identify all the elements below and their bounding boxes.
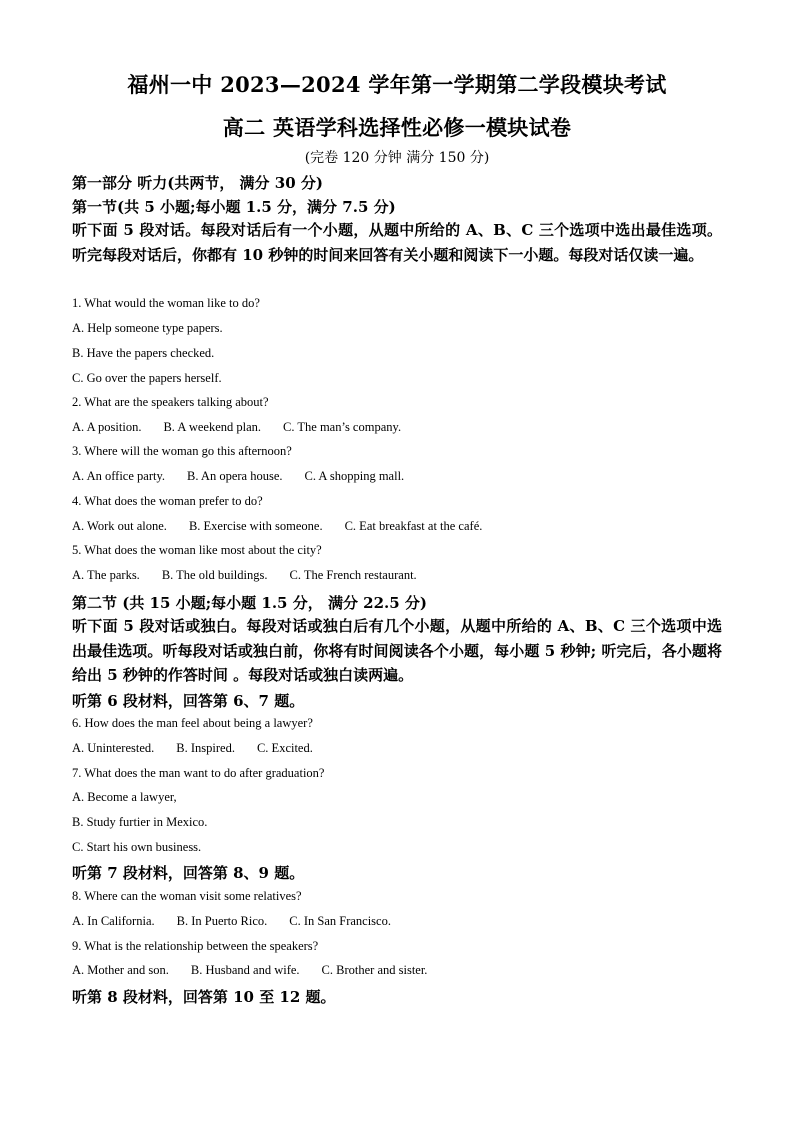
question-5-option-a: A. The parks. <box>72 568 140 582</box>
material-8-heading: 听第 8 段材料，回答第 10 至 12 题。 <box>72 988 336 1006</box>
question-2-option-b: B. A weekend plan. <box>163 420 262 434</box>
question-2-options <box>72 420 722 435</box>
question-6-option-a: A. Uninterested. <box>72 741 155 755</box>
question-3-option-c: C. A shopping mall. <box>304 469 405 483</box>
question-9-options <box>72 963 722 978</box>
question-4-stem: 4. What does the woman prefer to do? <box>72 494 263 508</box>
question-5-stem: 5. What does the woman like most about the city? <box>72 543 322 557</box>
exam-subject-title: 高二 英语学科选择性必修一模块试卷 <box>222 115 572 140</box>
question-3-option-a: A. An office party. <box>72 469 166 483</box>
question-7-option-a: A. Become a lawyer, <box>72 790 177 804</box>
section2-heading: 第二节 (共 15 小题;每小题 1.5 分， 满分 22.5 分) <box>72 594 428 612</box>
question-1-option-a: A. Help someone type papers. <box>72 321 223 335</box>
section1-heading: 第一节(共 5 小题;每小题 1.5 分，满分 7.5 分) <box>72 198 396 216</box>
question-1-option-b: B. Have the papers checked. <box>72 346 215 360</box>
question-5-option-c: C. The French restaurant. <box>289 568 417 582</box>
question-4-options <box>72 519 722 534</box>
question-4-option-a: A. Work out alone. <box>72 519 167 533</box>
question-3-option-b: B. An opera house. <box>187 469 283 483</box>
question-9-option-c: C. Brother and sister. <box>321 963 428 977</box>
question-3-options <box>72 469 722 484</box>
material-6-heading: 听第 6 段材料，回答第 6、7 题。 <box>72 692 305 710</box>
question-6-options <box>72 741 722 756</box>
question-2-option-c: C. The man’s company. <box>283 420 402 434</box>
exam-title: 福州一中 2023—2024 学年第一学期第二学段模块考试 <box>127 72 667 97</box>
section1-instructions: 听下面 5 段对话。每段对话后有一个小题，从题中所给的 A、B、C 三个选项中选出最佳选项。听完每段对话后，你都有 10 秒钟的时间来回答有关小题和阅读下一小题。每段对话仅读一遍。 <box>72 221 722 264</box>
question-7-option-c: C. Start his own business. <box>72 840 202 854</box>
section2-instructions: 听下面 5 段对话或独白。每段对话或独白后有几个小题，从题中所给的 A、B、C 三个选项中选出最佳选项。听每段对话或独白前，你将有时间阅读各个小题，每小题 5 秒钟; 听完后，各小题将给出 5 秒钟的作答时间 。每段对话或独白读两遍。 <box>72 617 722 684</box>
question-4-option-c: C. Eat breakfast at the café. <box>344 519 483 533</box>
question-5-options <box>72 568 722 583</box>
question-7-option-b: B. Study furtier in Mexico. <box>72 815 208 829</box>
question-8-stem: 8. Where can the woman visit some relatives? <box>72 889 302 903</box>
question-1-stem: 1. What would the woman like to do? <box>72 296 260 310</box>
question-8-options <box>72 914 722 929</box>
question-2-option-a: A. A position. <box>72 420 142 434</box>
question-7-stem: 7. What does the man want to do after graduation? <box>72 766 325 780</box>
question-6-stem: 6. How does the man feel about being a lawyer? <box>72 716 313 730</box>
question-8-option-a: A. In California. <box>72 914 155 928</box>
question-1-option-c: C. Go over the papers herself. <box>72 371 222 385</box>
question-5-option-b: B. The old buildings. <box>161 568 268 582</box>
question-4-option-b: B. Exercise with someone. <box>188 519 323 533</box>
question-9-option-b: B. Husband and wife. <box>190 963 300 977</box>
question-3-stem: 3. Where will the woman go this afternoon? <box>72 444 292 458</box>
question-9-option-a: A. Mother and son. <box>72 963 169 977</box>
question-2-stem: 2. What are the speakers talking about? <box>72 395 269 409</box>
question-8-option-b: B. In Puerto Rico. <box>176 914 268 928</box>
material-7-heading: 听第 7 段材料，回答第 8、9 题。 <box>72 864 305 882</box>
question-9-stem: 9. What is the relationship between the speakers? <box>72 939 319 953</box>
question-6-option-b: B. Inspired. <box>176 741 235 755</box>
question-8-option-c: C. In San Francisco. <box>289 914 391 928</box>
part1-heading: 第一部分 听力(共两节， 满分 30 分) <box>72 174 323 192</box>
question-6-option-c: C. Excited. <box>256 741 313 755</box>
exam-duration-score: (完卷 120 分钟 满分 150 分) <box>304 150 490 166</box>
